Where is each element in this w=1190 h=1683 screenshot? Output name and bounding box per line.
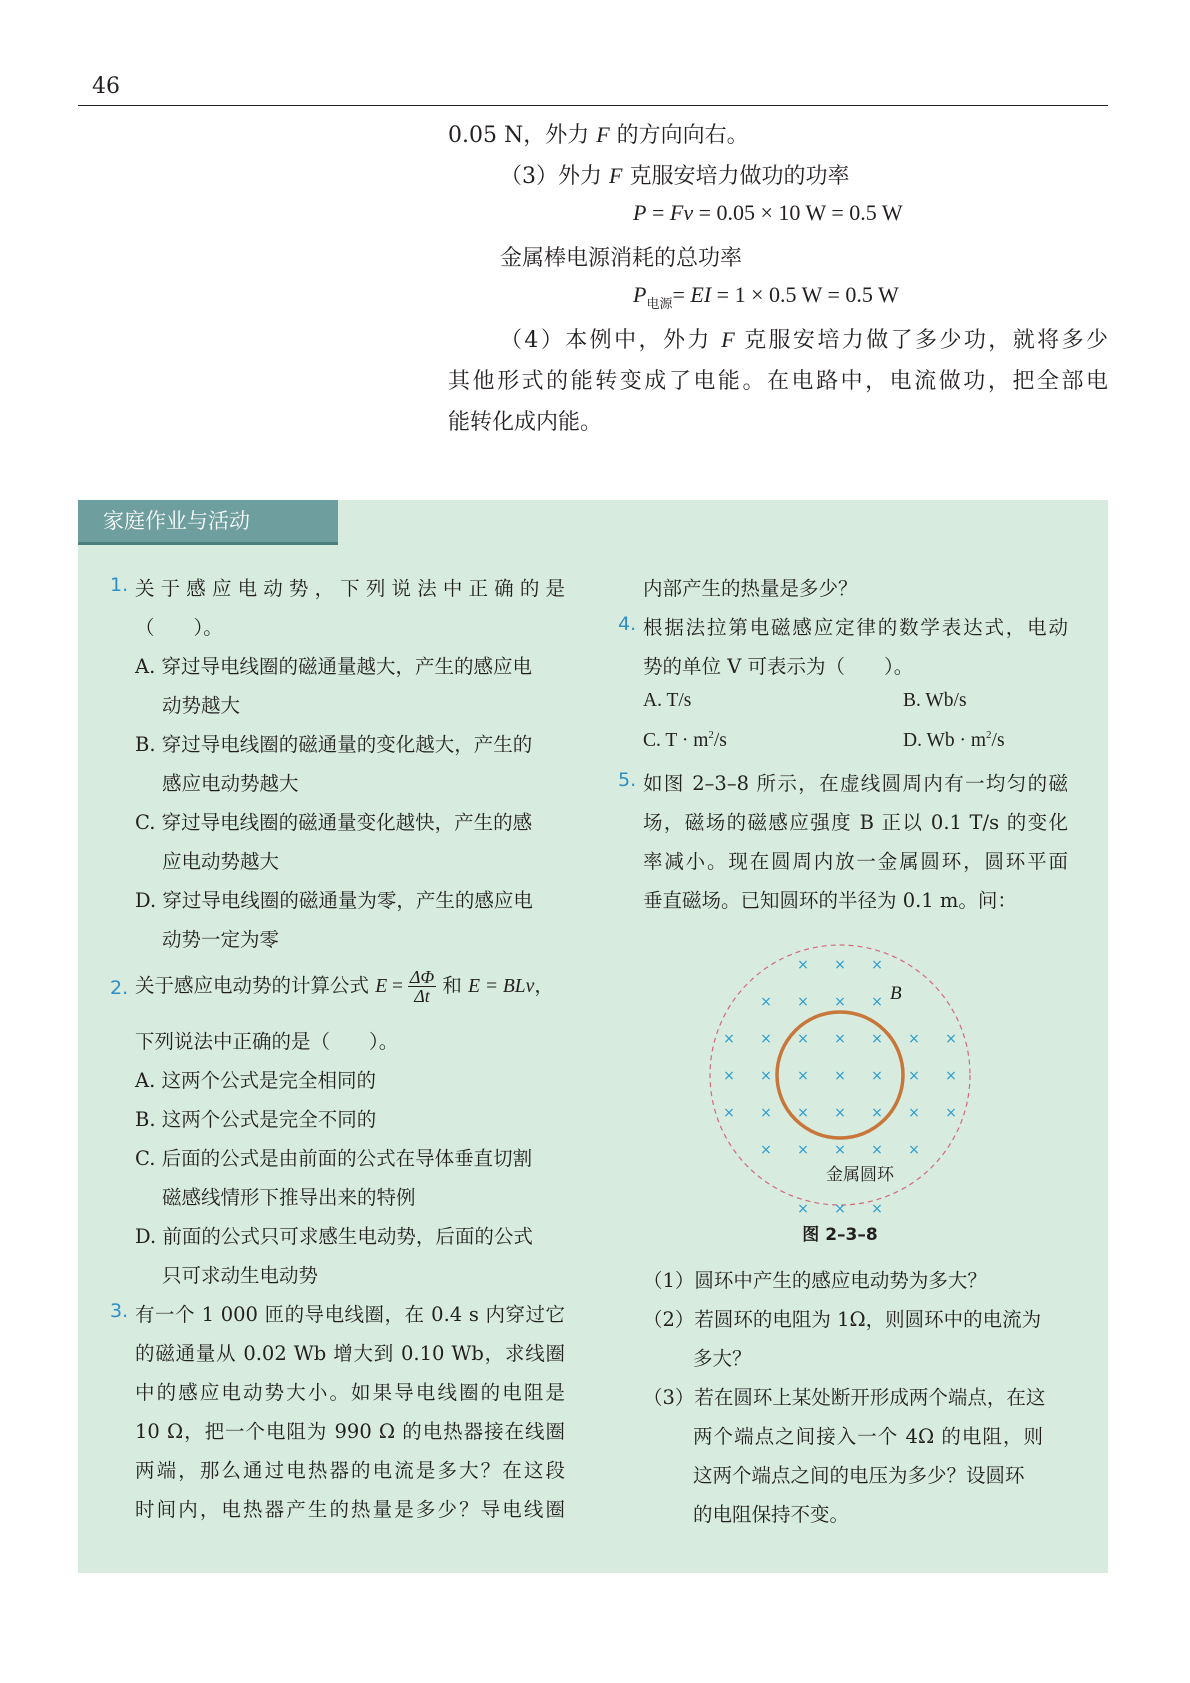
header-rule bbox=[78, 105, 1108, 106]
field-cross-mark: × bbox=[723, 1031, 735, 1047]
field-cross-mark: × bbox=[797, 1031, 809, 1047]
field-cross-mark: × bbox=[908, 1142, 920, 1158]
field-cross-mark: × bbox=[834, 957, 846, 973]
q3-line-end: 内部产生的热量是多少？ bbox=[643, 577, 858, 600]
delta-phi-fraction: $\frac{\Delta\Phi}{\Delta t}$ bbox=[409, 967, 435, 1006]
q5-line: 场，磁场的磁感应强度 B 正以 0.1 T/s 的变化 bbox=[643, 811, 1068, 834]
q2-option-c-cont: 磁感线情形下推导出来的特例 bbox=[162, 1186, 416, 1209]
q1-option-d: D. 穿过导电线圈的磁通量为零，产生的感应电 bbox=[135, 889, 533, 912]
text-line: 其他形式的能转变成了电能。在电路中，电流做功，把全部电 bbox=[448, 369, 1108, 394]
figure-magnetic-field-ring bbox=[700, 935, 980, 1215]
q4-option-a: A. T/s bbox=[643, 690, 692, 711]
q2-option-d: D. 前面的公式只可求感生电动势，后面的公式 bbox=[135, 1225, 533, 1248]
q3-line: 时间内，电热器产生的热量是多少？导电线圈 bbox=[135, 1498, 565, 1521]
field-cross-mark: × bbox=[834, 1105, 846, 1121]
q3-line: 中的感应电动势大小。如果导电线圈的电阻是 bbox=[135, 1381, 565, 1404]
q1-option-b-cont: 感应电动势越大 bbox=[162, 772, 299, 795]
field-cross-mark: × bbox=[797, 957, 809, 973]
q3-line: 10 Ω，把一个电阻为 990 Ω 的电热器接在线圈 bbox=[135, 1420, 565, 1443]
q2-stem-cont: 下列说法中正确的是（ ）。 bbox=[135, 1030, 399, 1053]
field-cross-mark: × bbox=[797, 1105, 809, 1121]
q2-option-b: B. 这两个公式是完全不同的 bbox=[135, 1108, 377, 1131]
q4-number: 4. bbox=[618, 613, 637, 635]
q4-option-d: D. $Wb \cdot m^2/s$ bbox=[903, 729, 1005, 751]
field-cross-mark: × bbox=[871, 1201, 883, 1215]
q1-option-a-cont: 动势越大 bbox=[162, 694, 241, 717]
q1-option-c: C. 穿过导电线圈的磁通量变化越快，产生的感 bbox=[135, 811, 533, 834]
page-number: 46 bbox=[92, 74, 120, 99]
q5-line: 率减小。现在圆周内放一金属圆环，圆环平面 bbox=[643, 850, 1068, 873]
field-cross-mark: × bbox=[908, 1105, 920, 1121]
text-line: （4）本例中，外力 F 克服安培力做了多少功，就将多少 bbox=[500, 327, 1108, 353]
q1-option-a: A. 穿过导电线圈的磁通量越大，产生的感应电 bbox=[135, 655, 532, 678]
field-cross-mark: × bbox=[797, 994, 809, 1010]
field-cross-mark: × bbox=[760, 994, 772, 1010]
field-cross-mark: × bbox=[871, 957, 883, 973]
field-cross-mark: × bbox=[760, 1068, 772, 1084]
q4-option-b: B. Wb/s bbox=[903, 690, 967, 711]
equation-power: P = Fv = 0.05 × 10 W = 0.5 W bbox=[633, 200, 903, 225]
q1-option-b: B. 穿过导电线圈的磁通量的变化越大，产生的 bbox=[135, 733, 533, 756]
field-cross-mark: × bbox=[723, 1105, 735, 1121]
q4-option-c: C. $T \cdot m^2/s$ bbox=[643, 729, 727, 751]
q3-line: 有一个 1 000 匝的导电线圈，在 0.4 s 内穿过它 bbox=[135, 1303, 565, 1326]
field-cross-mark: × bbox=[834, 1068, 846, 1084]
q5-line: 垂直磁场。已知圆环的半径为 0.1 m。问： bbox=[643, 889, 1017, 912]
field-cross-mark: × bbox=[945, 1031, 957, 1047]
field-cross-mark: × bbox=[797, 1068, 809, 1084]
q3-number: 3. bbox=[110, 1300, 129, 1322]
field-cross-mark: × bbox=[797, 1142, 809, 1158]
q1-option-d-cont: 动势一定为零 bbox=[162, 928, 280, 951]
q5-sub-3: （3）若在圆环上某处断开形成两个端点，在这 bbox=[643, 1386, 1046, 1409]
equation-source-power: $P_{电源}=$ EI = 1 × 0.5 W = 0.5 W bbox=[633, 282, 899, 312]
field-cross-mark: × bbox=[871, 1031, 883, 1047]
text-line: 能转化成内能。 bbox=[448, 410, 603, 435]
field-cross-mark: × bbox=[871, 1105, 883, 1121]
field-cross-mark: × bbox=[908, 1031, 920, 1047]
q1-number: 1. bbox=[110, 574, 129, 596]
field-cross-mark: × bbox=[760, 1142, 772, 1158]
field-label-b: B bbox=[890, 983, 902, 1004]
q1-stem: 关于感应电动势，下列说法中正确的是 bbox=[135, 577, 565, 600]
field-cross-mark: × bbox=[760, 1031, 772, 1047]
field-cross-mark: × bbox=[908, 1068, 920, 1084]
q5-sub-3-cont: 这两个端点之间的电压为多少？设圆环 bbox=[693, 1464, 1025, 1487]
field-cross-mark: × bbox=[797, 1201, 809, 1215]
text-line: （3）外力 F 克服安培力做功的功率 bbox=[500, 163, 850, 189]
q5-sub-2: （2）若圆环的电阻为 1Ω，则圆环中的电流为 bbox=[643, 1308, 1042, 1331]
q3-line: 两端，那么通过电热器的电流是多大？在这段 bbox=[135, 1459, 565, 1482]
field-cross-mark: × bbox=[834, 1201, 846, 1215]
q4-line: 势的单位 V 可表示为（ ）。 bbox=[643, 655, 914, 678]
field-cross-mark: × bbox=[760, 1105, 772, 1121]
field-cross-mark: × bbox=[871, 1068, 883, 1084]
q5-sub-1: （1）圆环中产生的感应电动势为多大？ bbox=[643, 1269, 987, 1292]
q3-line: 的磁通量从 0.02 Wb 增大到 0.10 Wb，求线圈 bbox=[135, 1342, 565, 1365]
q5-line: 如图 2–3–8 所示，在虚线圆周内有一均匀的磁 bbox=[643, 772, 1068, 795]
q1-stem-blank: （ ）。 bbox=[135, 616, 223, 639]
field-cross-mark: × bbox=[834, 994, 846, 1010]
field-cross-mark: × bbox=[945, 1068, 957, 1084]
homework-title-underline bbox=[78, 542, 338, 545]
q2-option-a: A. 这两个公式是完全相同的 bbox=[135, 1069, 376, 1092]
q2-number: 2. bbox=[110, 977, 129, 999]
field-cross-mark: × bbox=[871, 994, 883, 1010]
text-line: 金属棒电源消耗的总功率 bbox=[500, 246, 743, 271]
ring-label: 金属圆环 bbox=[826, 1165, 894, 1185]
q5-sub-2-cont: 多大？ bbox=[693, 1347, 752, 1370]
field-cross-mark: × bbox=[945, 1105, 957, 1121]
field-cross-mark: × bbox=[723, 1068, 735, 1084]
q2-option-c: C. 后面的公式是由前面的公式在导体垂直切割 bbox=[135, 1147, 533, 1170]
field-cross-mark: × bbox=[871, 1142, 883, 1158]
homework-title: 家庭作业与活动 bbox=[78, 500, 338, 542]
q5-sub-3-cont: 两个端点之间接入一个 4Ω 的电阻，则 bbox=[693, 1425, 1043, 1448]
text-line: 0.05 N，外力 F 的方向向右。 bbox=[448, 122, 749, 148]
q2-option-d-cont: 只可求动生电动势 bbox=[162, 1264, 319, 1287]
q1-option-c-cont: 应电动势越大 bbox=[162, 850, 280, 873]
field-cross-mark: × bbox=[834, 1031, 846, 1047]
q2-stem: 关于感应电动势的计算公式 E = $\frac{\Delta\Phi}{\Delta t}$ 和 E = BLv， bbox=[135, 967, 554, 1006]
figure-caption: 图 2–3–8 bbox=[802, 1225, 878, 1245]
q5-number: 5. bbox=[618, 769, 637, 791]
q4-line: 根据法拉第电磁感应定律的数学表达式，电动 bbox=[643, 616, 1068, 639]
field-cross-mark: × bbox=[834, 1142, 846, 1158]
q5-sub-3-cont: 的电阻保持不变。 bbox=[693, 1503, 850, 1526]
